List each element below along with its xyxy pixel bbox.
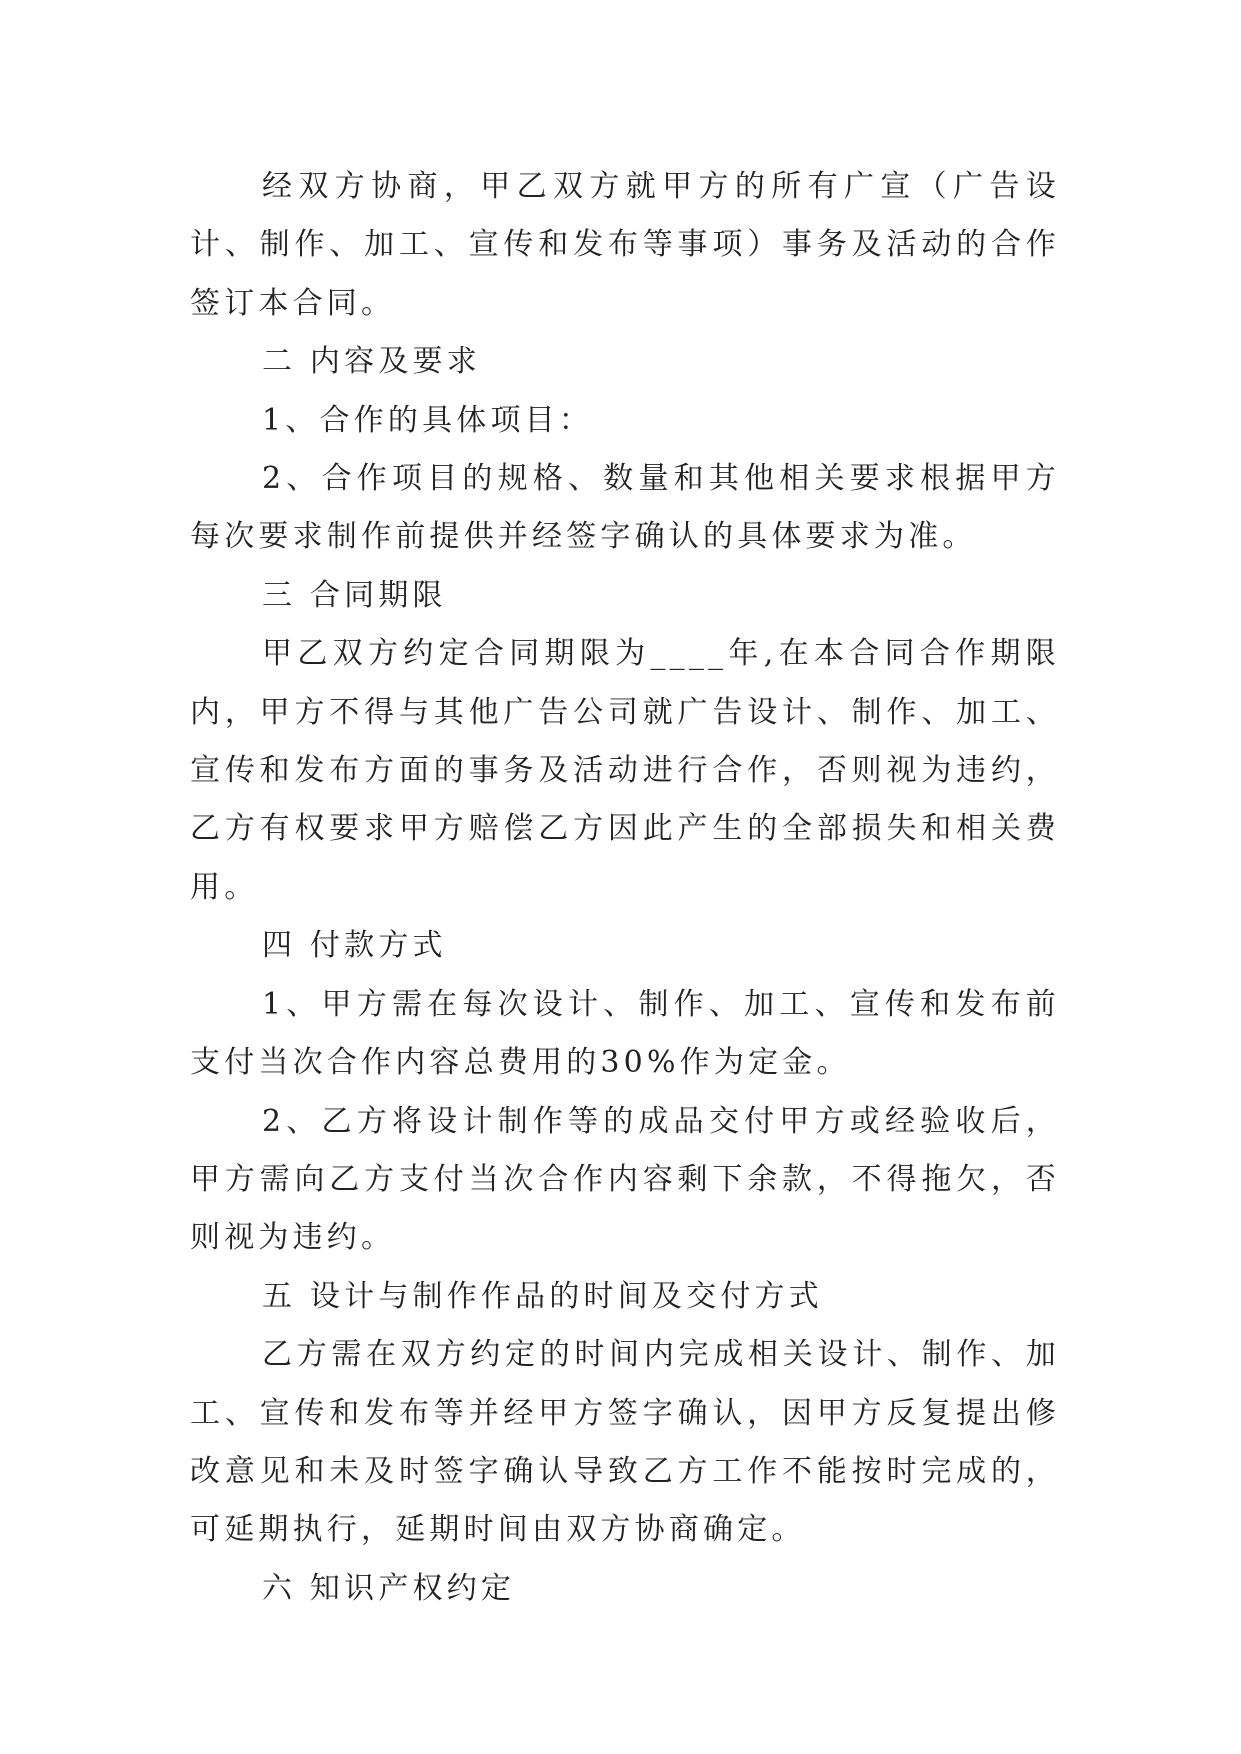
- document-body: [190, 158, 1060, 1618]
- section-heading-contract-term: 三 合同期限: [262, 577, 447, 613]
- section-heading-payment: 四 付款方式: [262, 928, 447, 964]
- clause-paragraph: 甲乙双方约定合同期限为____年,在本合同合作期限内，甲方不得与其他广告公司就广告设计、制作、加工、宣传和发布方面的事务及活动进行合作，否则视为违约，乙方有权要求甲方赔偿乙方因此产生的全部损失和相关费用。: [190, 636, 1060, 905]
- clause-paragraph: 1、合作的具体项目：: [262, 402, 594, 438]
- intro-paragraph: 经双方协商，甲乙双方就甲方的所有广宣（广告设计、制作、加工、宣传和发布等事项）事务及活动的合作签订本合同。: [190, 169, 1060, 321]
- section-heading-content-requirements: 二 内容及要求: [262, 344, 481, 380]
- clause-paragraph: 2、乙方将设计制作等的成品交付甲方或经验收后，甲方需向乙方支付当次合作内容剩下余款，不得拖欠，否则视为违约。: [190, 1103, 1060, 1256]
- section-heading-delivery: 五 设计与制作作品的时间及交付方式: [262, 1278, 823, 1314]
- section-heading-ip: 六 知识产权约定: [262, 1570, 516, 1606]
- clause-paragraph: 乙方需在双方约定的时间内完成相关设计、制作、加工、宣传和发布等并经甲方签字确认，因甲方反复提出修改意见和未及时签字确认导致乙方工作不能按时完成的，可延期执行，延期时间由双方协商确定。: [190, 1337, 1060, 1548]
- clause-paragraph: 1、甲方需在每次设计、制作、加工、宣传和发布前支付当次合作内容总费用的30%作为定金。: [190, 986, 1060, 1081]
- clause-paragraph: 2、合作项目的规格、数量和其他相关要求根据甲方每次要求制作前提供并经签字确认的具体要求为准。: [190, 461, 1060, 555]
